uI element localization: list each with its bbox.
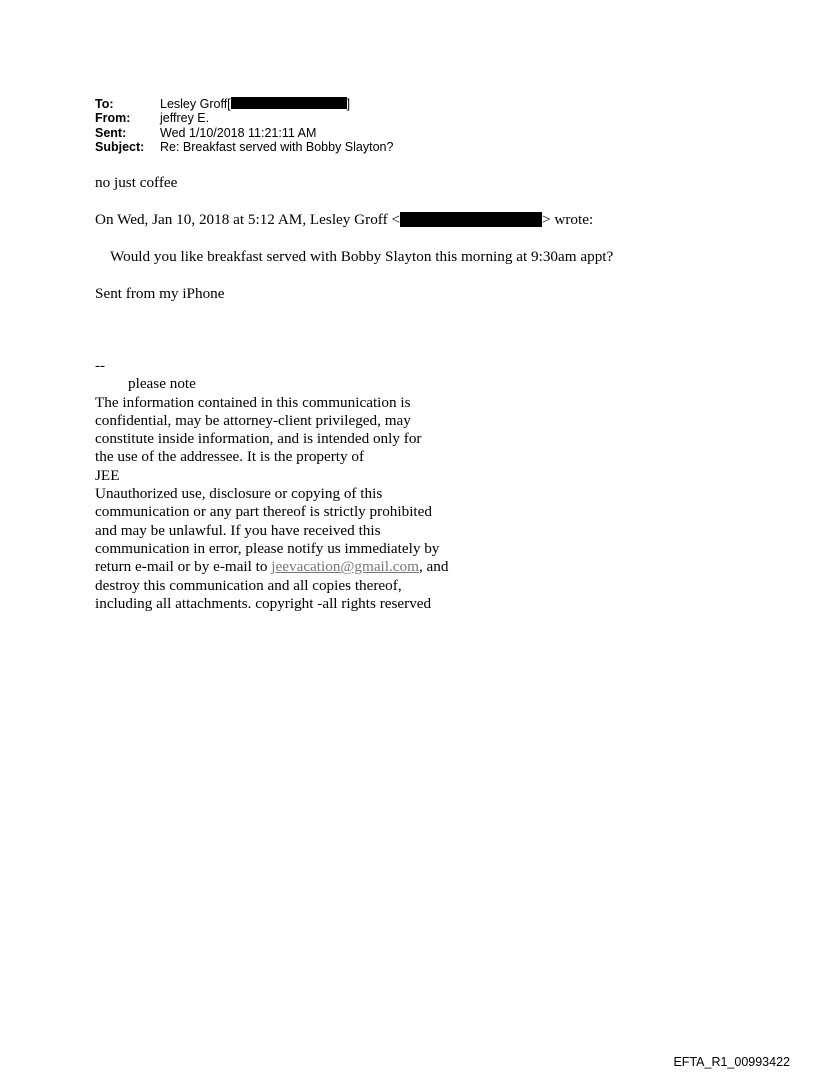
subject-label: Subject: [95,139,145,154]
document-id: EFTA_R1_00993422 [673,1055,790,1069]
to-row [95,97,393,111]
sent-from-text: Sent from my iPhone [95,285,225,302]
redaction-bar [231,97,347,109]
to-value [160,97,350,111]
signature-line: the use of the addressee. It is the property of [95,448,365,466]
redaction-bar [400,212,542,227]
signature-line: confidential, may be attorney-client privileged, may [95,411,411,429]
email-link[interactable]: jeevacation@gmail.com [271,558,419,576]
subject-value: Re: Breakfast served with Bobby Slayton? [160,139,394,154]
signature-dashes: -- [95,357,106,374]
from-value: jeffrey E. [160,111,210,126]
signature-note: please note [128,375,196,393]
signature-line: communication or any part thereof is strictly prohibited [95,503,432,521]
signature-line: communication in error, please notify us immediately by [95,539,440,557]
quote-intro-end: > wrote: [542,211,594,228]
quote-intro-text: On Wed, Jan 10, 2018 at 5:12 AM, Lesley Groff < [95,211,401,228]
subject-row [95,140,393,154]
to-close: ] [346,97,351,111]
to-label: To: [95,97,114,111]
signature-line: Unauthorized use, disclosure or copying of this [95,485,383,503]
quote-intro [95,211,593,229]
email-header [95,97,393,154]
email-suffix: , and [418,558,449,576]
from-label: From: [95,111,131,126]
email-prefix: return e-mail or by e-mail to [95,558,272,576]
signature-line: The information contained in this communication is [95,393,411,411]
sent-row [95,126,393,140]
signature-line: JEE [95,466,120,484]
sent-label: Sent: [95,125,127,140]
signature-line: including all attachments. copyright -all rights reserved [95,594,432,612]
signature-line: and may be unlawful. If you have received this [95,521,381,539]
from-row [95,111,393,125]
quoted-message: Would you like breakfast served with Bobby Slayton this morning at 9:30am appt? [110,248,614,265]
signature-line: constitute inside information, and is intended only for [95,430,422,448]
to-name: Lesley Groff[ [160,97,231,111]
signature-email-line [95,558,448,576]
signature-block [95,357,448,613]
sent-value: Wed 1/10/2018 11:21:11 AM [160,125,317,140]
signature-line: destroy this communication and all copies thereof, [95,576,402,594]
reply-text: no just coffee [95,174,178,191]
